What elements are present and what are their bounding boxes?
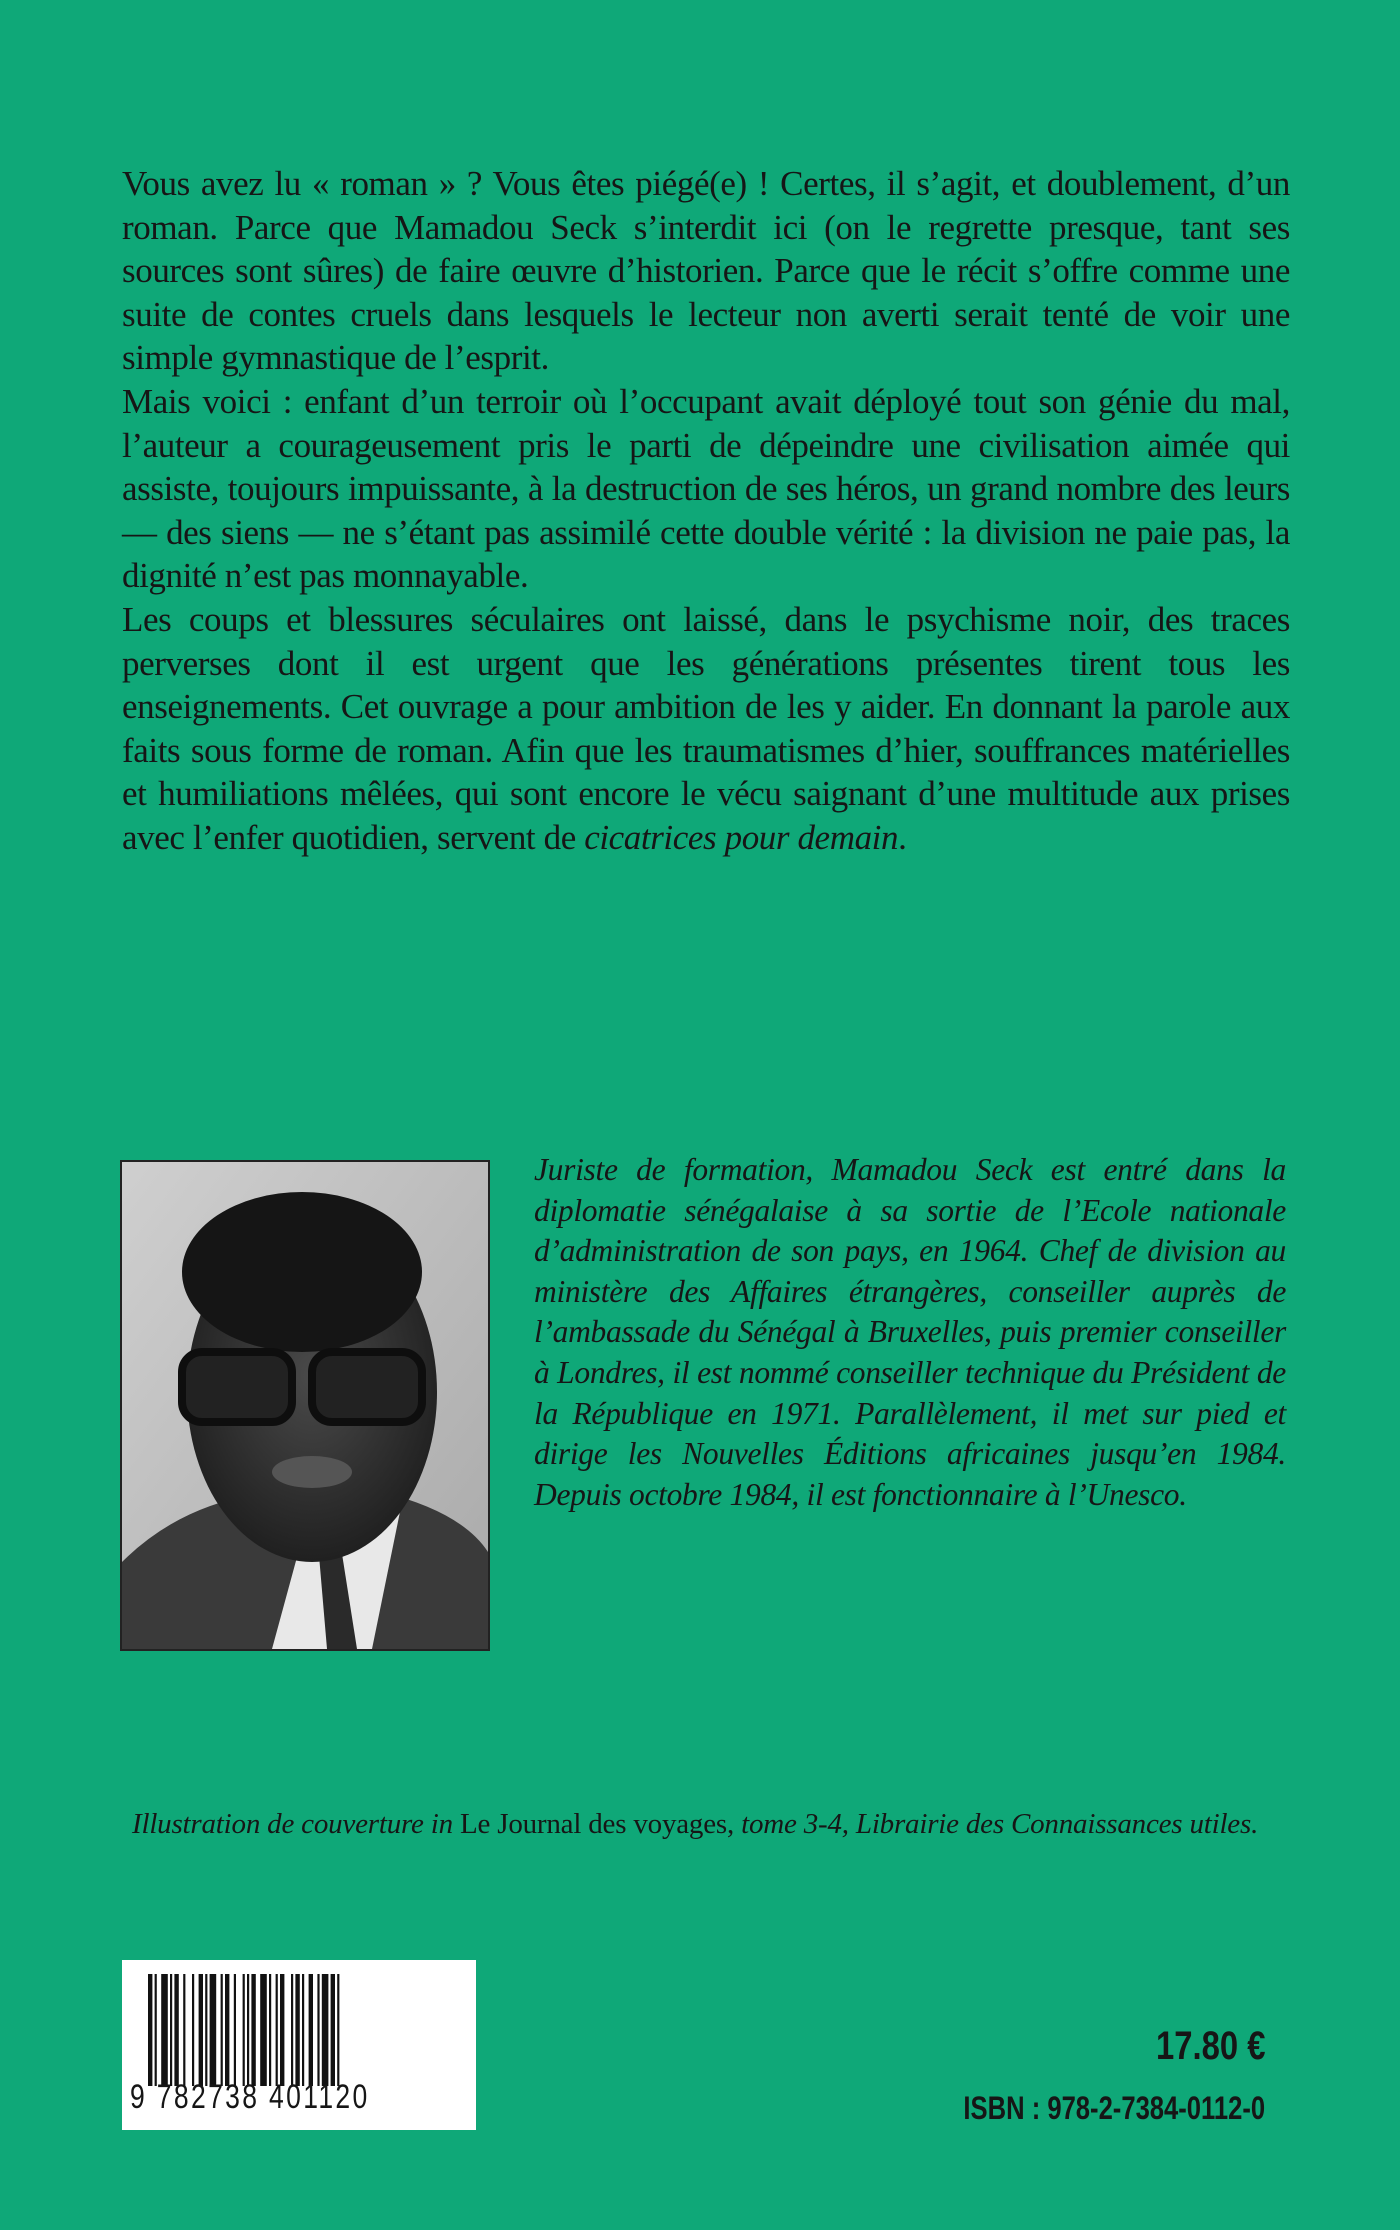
- barcode-bar: [251, 1974, 255, 2086]
- barcode-bar: [295, 1974, 299, 2086]
- barcode-digits: 9 782738 401120: [130, 2078, 370, 2116]
- barcode-bar: [260, 1974, 267, 2086]
- credit-text: Illustration de couverture in: [132, 1808, 453, 1840]
- barcode-bar: [170, 1974, 172, 2086]
- blurb-italic-title: cicatrices pour demain: [584, 817, 899, 857]
- blurb-paragraph: Mais voici : enfant d’un terroir où l’occupant avait déployé tout son génie du mal, l’auteur a courageusement pris le parti de dépeindre une civilisation aimée qui assiste, toujours impuissante, à la destruction de ses héros, un grand nombre des leurs — des siens — ne s’étant pas assimilé cette double vérité : la division ne paie pas, la dignité n’est pas monnayable.: [122, 381, 1290, 596]
- barcode-bar: [317, 1974, 319, 2086]
- barcode-bar: [269, 1974, 271, 2086]
- barcode-bar: [221, 1974, 223, 2086]
- barcode-bar: [280, 1974, 284, 2086]
- barcode-bar: [183, 1974, 185, 2086]
- author-photo: [120, 1160, 490, 1651]
- barcode-bar: [234, 1974, 236, 2086]
- barcode-bar: [192, 1974, 194, 2086]
- cover-illustration-credit: [132, 1808, 1300, 1841]
- blurb-paragraph: Vous avez lu « roman » ? Vous êtes piégé(e) ! Certes, il s’agit, et doublement, d’un roman. Parce que Mamadou Seck s’interdit ici (on le regrette presque, tant ses sources sont sûres) de faire œuvre d’historien. Parce que le récit s’offre comme une suite de contes cruels dans lesquels le lecteur non averti serait tenté de voir une simple gymnastique de l’esprit.: [122, 164, 1290, 378]
- barcode-bar: [155, 1974, 157, 2086]
- barcode-bar: [291, 1974, 293, 2086]
- price: 17.80 €: [1155, 2024, 1265, 2068]
- blurb-end: .: [898, 817, 907, 857]
- barcode-bar: [331, 1974, 335, 2086]
- barcode-bars: [148, 1974, 430, 2086]
- blurb-text: Les coups et blessures séculaires ont laissé, dans le psychisme noir, des traces perverses dont il est urgent que les générations présentes tirent tous les enseignements. Cet ouvrage a pour ambition de les y aider. En donnant la parole aux faits sous forme de roman. Afin que les traumatismes d’hier, souffrances matérielles et humiliations mêlées, qui sont encore le vécu saignant d’une multitude aux prises avec l’enfer quotidien, servent de: [122, 599, 1290, 857]
- barcode-bar: [337, 1974, 339, 2086]
- barcode-bar: [210, 1974, 217, 2086]
- barcode-bar: [199, 1974, 203, 2086]
- credit-source: Le Journal des voyages,: [460, 1808, 735, 1840]
- isbn: ISBN : 978-2-7384-0112-0: [963, 2090, 1265, 2126]
- credit-text: tome 3-4, Librairie des Connaissances utiles.: [741, 1808, 1259, 1840]
- blurb-paragraph: [122, 598, 1290, 860]
- isbn-barcode: [122, 1960, 476, 2130]
- barcode-bar: [205, 1974, 207, 2086]
- barcode-bar: [148, 1974, 152, 2086]
- barcode-bar: [161, 1974, 168, 2086]
- barcode-bar: [225, 1974, 229, 2086]
- barcode-bar: [247, 1974, 249, 2086]
- barcode-bar: [302, 1974, 304, 2086]
- barcode-bar: [309, 1974, 313, 2086]
- barcode-bar: [276, 1974, 278, 2086]
- barcode-bar: [243, 1974, 245, 2086]
- author-bio: Juriste de formation, Mamadou Seck est entré dans la diplomatie sénégalaise à sa sortie de l’Ecole nationale d’administration de son pays, en 1964. Chef de division au ministère des Affaires étrangères, conseiller auprès de l’ambassade du Sénégal à Bruxelles, puis premier conseiller à Londres, il est nommé conseiller technique du Président de la République en 1971. Parallèlement, il met sur pied et dirige les Nouvelles Éditions africaines jusqu’en 1984. Depuis octobre 1984, il est fonctionnaire à l’Unesco.: [534, 1152, 1286, 1512]
- back-cover-blurb: [122, 162, 1290, 860]
- barcode-bar: [322, 1974, 329, 2086]
- barcode-bar: [174, 1974, 178, 2086]
